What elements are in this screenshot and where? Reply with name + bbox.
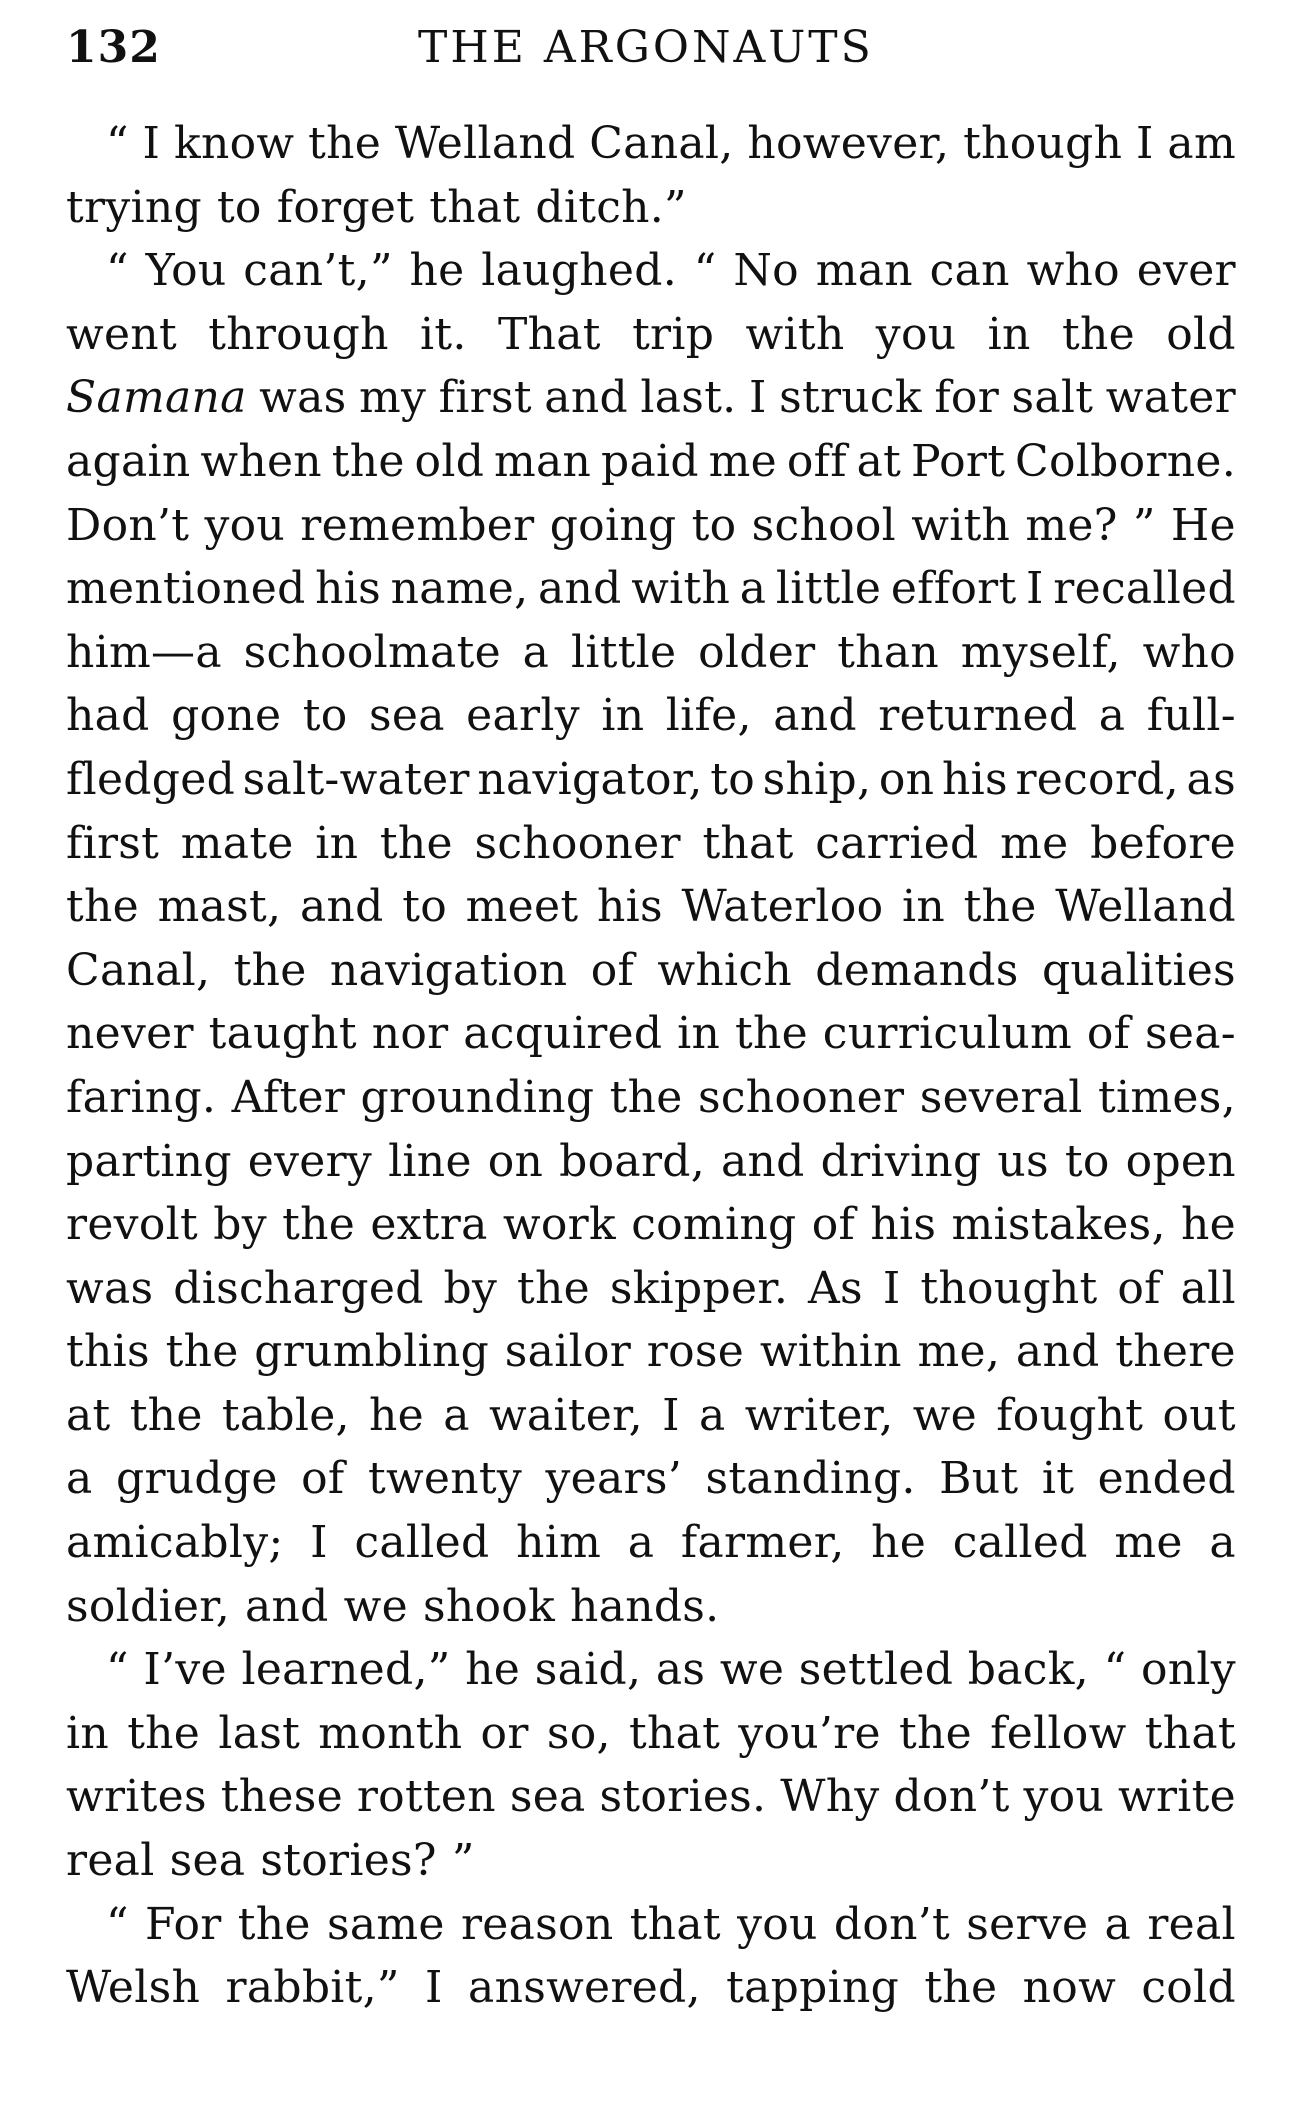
text-line: real sea stories? ”: [66, 1835, 475, 1887]
text-line: a grudge of twenty years’ standing. But it ended: [66, 1453, 1236, 1505]
text-line: Welsh rabbit,” I answered, tapping the now cold: [66, 1962, 1236, 2014]
text-line: mentioned his name, and with a little effort I recalled: [66, 563, 1236, 615]
text-line: revolt by the extra work coming of his mistakes, he: [66, 1199, 1236, 1251]
text-line: trying to forget that ditch.”: [66, 181, 687, 233]
text-line: fledged salt-water navigator, to ship, on his record, as: [66, 753, 1236, 805]
body-text: [66, 112, 1236, 2020]
text-line: at the table, he a waiter, I a writer, we fought out: [66, 1389, 1236, 1441]
page-number: 132: [66, 22, 161, 73]
text-line: the mast, and to meet his Waterloo in the Welland: [66, 881, 1236, 933]
text-line: never taught nor acquired in the curriculum of sea-: [66, 1008, 1236, 1060]
text-line: soldier, and we shook hands.: [66, 1580, 720, 1632]
text-line: “ You can’t,” he laughed. “ No man can who ever: [106, 245, 1236, 297]
text-line: again when the old man paid me off at Port Colborne.: [66, 435, 1236, 487]
page-header: [66, 22, 1246, 82]
text-line: “ I know the Welland Canal, however, though I am: [106, 118, 1236, 169]
text-line: went through it. That trip with you in the old: [66, 308, 1236, 360]
text-line: him—a schoolmate a little older than myself, who: [66, 626, 1236, 678]
text-line: amicably; I called him a farmer, he called me a: [66, 1517, 1236, 1569]
text-line: Samana was my first and last. I struck for salt water: [66, 372, 1236, 424]
text-line: first mate in the schooner that carried me before: [66, 817, 1236, 869]
text-line: had gone to sea early in life, and returned a full-: [66, 690, 1236, 742]
text-line: in the last month or so, that you’re the fellow that: [66, 1707, 1236, 1759]
text-line: this the grumbling sailor rose within me, and there: [66, 1326, 1236, 1378]
text-line: “ For the same reason that you don’t serve a real: [106, 1898, 1236, 1950]
running-title: THE ARGONAUTS: [418, 22, 874, 73]
text-line: “ I’ve learned,” he said, as we settled back, “ only: [106, 1644, 1236, 1696]
text-line: faring. After grounding the schooner several times,: [66, 1071, 1236, 1123]
text-line: writes these rotten sea stories. Why don’t you write: [66, 1771, 1236, 1823]
text-line: was discharged by the skipper. As I thought of all: [66, 1262, 1236, 1314]
text-line: parting every line on board, and driving us to open: [66, 1135, 1236, 1187]
text-line: Canal, the navigation of which demands qualities: [66, 944, 1236, 996]
text-line: Don’t you remember going to school with me? ” He: [66, 499, 1236, 551]
